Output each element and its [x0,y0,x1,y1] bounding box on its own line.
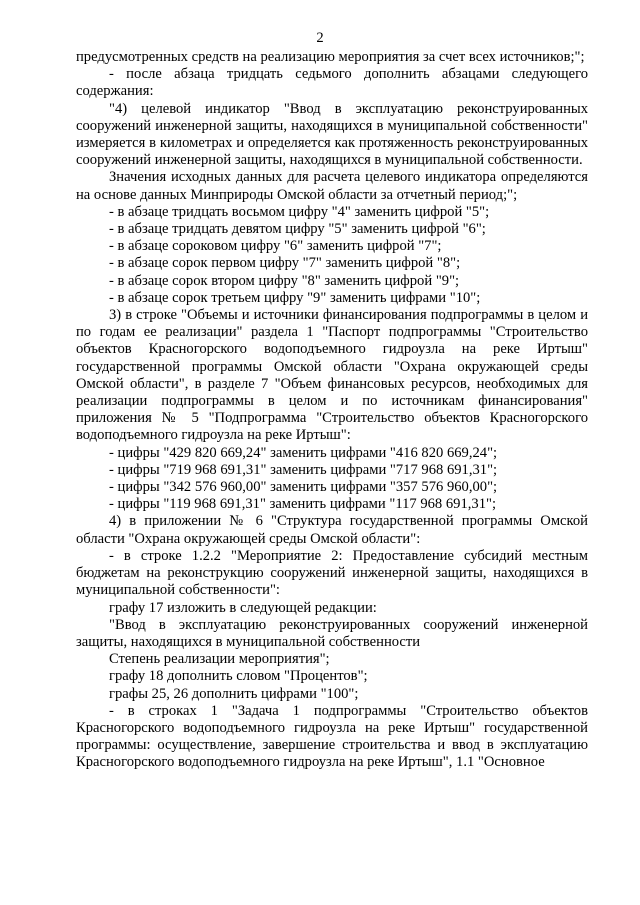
paragraph: - в строке 1.2.2 "Мероприятие 2: Предоставление субсидий местным бюджетам на реконструкцию сооружений инженерной защиты, находящихся в муниципальной собственности": [76,547,588,599]
list-item: - цифры "719 968 691,31" заменить цифрами "717 968 691,31"; [109,461,498,478]
paragraph: графу 17 изложить в следующей редакции: [109,599,377,616]
list-item: - цифры "429 820 669,24" заменить цифрами "416 820 669,24"; [109,444,498,461]
paragraph: - в строках 1 "Задача 1 подпрограммы "Строительство объектов Красногорского водоподъемного гидроузла на реке Иртыш" государственной программы: осуществление, завершение строительства и ввод в эксплуатацию Красногорского водоподъемного гидроузла на реке Иртыш", 1.1 "Основное [76,702,588,771]
list-item: - в абзаце сорок третьем цифру "9" заменить цифрами "10"; [109,289,481,306]
paragraph: Значения исходных данных для расчета целевого индикатора определяются на основе данных Минприроды Омской области за отчетный период;"; [76,169,588,203]
document-body [76,49,588,772]
paragraph: 3) в строке "Объемы и источники финансирования подпрограммы в целом и по годам ее реализации" раздела 1 "Паспорт подпрограммы "Строительство объектов Красногорского водоподъемного гидроузла на реке Иртыш" государственной программы Омской области "Охрана окружающей среды Омской области", в разделе 7 "Объем финансовых ресурсов, необходимых для реализации подпрограммы в целом и по источникам финансирования" приложения № 5 "Подпрограмма "Строительство объектов Красногорского водоподъемного гидроузла на реке Иртыш": [76,307,588,444]
paragraph: - после абзаца тридцать седьмого дополнить абзацами следующего содержания: [76,66,588,100]
list-item: - в абзаце тридцать восьмом цифру "4" заменить цифрой "5"; [109,203,490,220]
paragraph: "Ввод в эксплуатацию реконструированных сооружений инженерной защиты, находящихся в муниципальной собственности [76,616,588,650]
paragraph: Степень реализации мероприятия"; [109,651,330,668]
paragraph: 4) в приложении № 6 "Структура государственной программы Омской области "Охрана окружающей среды Омской области": [76,513,588,547]
list-item: - цифры "119 968 691,31" заменить цифрами "117 968 691,31"; [109,496,497,513]
list-item: - цифры "342 576 960,00" заменить цифрами "357 576 960,00"; [109,479,498,496]
list-item: - в абзаце тридцать девятом цифру "5" заменить цифрой "6"; [109,221,486,238]
page-number: 2 [316,30,324,46]
list-item: - в абзаце сороковом цифру "6" заменить цифрой "7"; [109,238,442,255]
paragraph: графы 25, 26 дополнить цифрами "100"; [109,685,359,702]
list-item: - в абзаце сорок втором цифру "8" заменить цифрой "9"; [109,272,460,289]
paragraph: "4) целевой индикатор "Ввод в эксплуатацию реконструированных сооружений инженерной защиты, находящихся в муниципальной собственности" измеряется в километрах и определяется как протяженность реконструированных сооружений инженерной защиты, находящихся в муниципальной собственности. [76,100,588,169]
paragraph: графу 18 дополнить словом "Процентов"; [109,668,368,685]
list-item: - в абзаце сорок первом цифру "7" заменить цифрой "8"; [109,255,461,272]
paragraph: предусмотренных средств на реализацию мероприятия за счет всех источников;"; [76,49,585,65]
